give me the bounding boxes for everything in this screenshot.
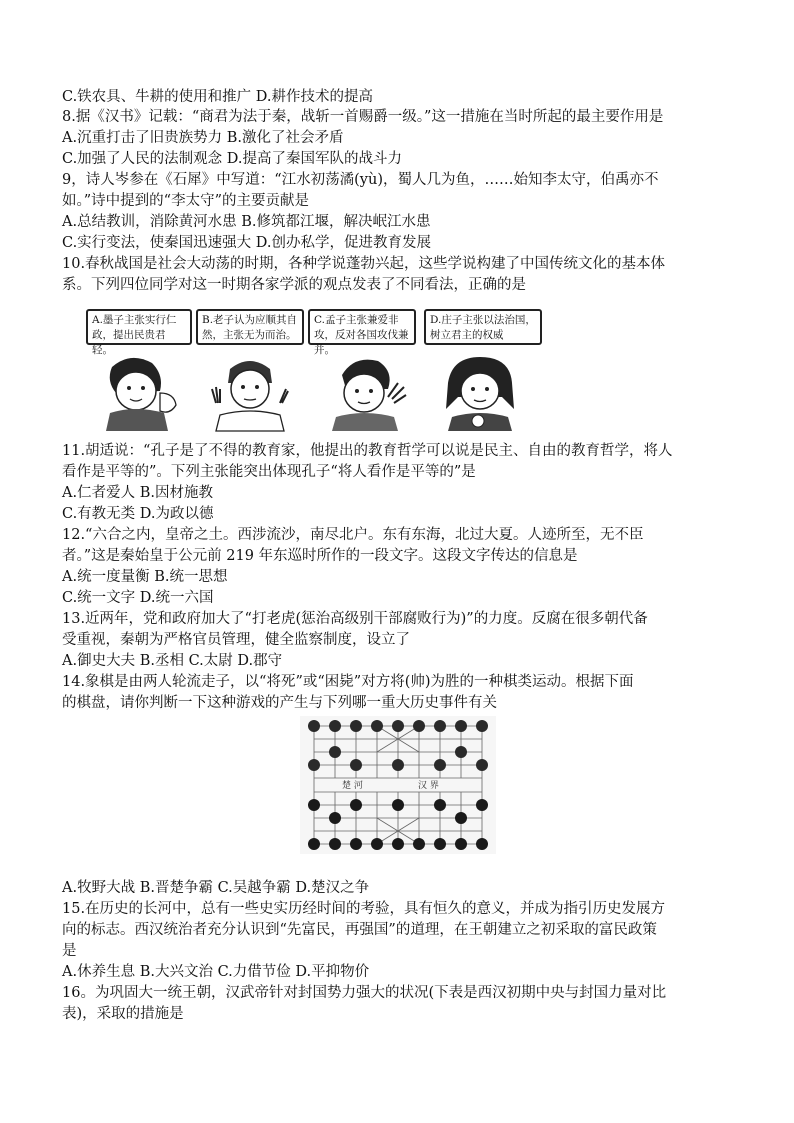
q13-stem-line2: 受重视，秦朝为严格官员管理，健全监察制度，设立了 bbox=[62, 632, 410, 648]
q9-options-cd: C.实行变法，使秦国迅速强大 D.创办私学，促进教育发展 bbox=[62, 235, 432, 251]
q16-stem-line2: 表)，采取的措施是 bbox=[62, 1006, 184, 1022]
q7-options-cd: C.铁农具、牛耕的使用和推广 D.耕作技术的提高 bbox=[62, 89, 374, 105]
q15-options: A.休养生息 B.大兴文治 C.力借节俭 D.平抑物价 bbox=[62, 964, 370, 980]
q12-options-cd: C.统一文字 D.统一六国 bbox=[62, 590, 214, 606]
student-c-illustration bbox=[318, 353, 418, 431]
q16-stem-line1: 16。为巩固大一统王朝，汉武帝针对封国势力强大的状况(下表是西汉初期中央与封国力量对比 bbox=[62, 985, 667, 1001]
q13-options: A.御史大夫 B.丞相 C.太尉 D.郡守 bbox=[62, 653, 283, 669]
q11-options-cd: C.有教无类 D.为政以德 bbox=[62, 506, 214, 522]
student-a-illustration bbox=[90, 353, 190, 431]
q11-options-ab: A.仁者爱人 B.因材施教 bbox=[62, 485, 213, 501]
q10-cartoon bbox=[86, 309, 554, 431]
q11-stem-line2: 看作是平等的”。下列主张能突出体现孔子“将人看作是平等的”是 bbox=[62, 464, 476, 480]
speech-bubble-d: D.庄子主张以法治国，树立君主的权威 bbox=[424, 309, 542, 345]
q8-options-ab: A.沉重打击了旧贵族势力 B.激化了社会矛盾 bbox=[62, 130, 344, 146]
q15-stem-line1: 15.在历史的长河中，总有一些史实历经时间的考验，具有恒久的意义，并成为指引历史发展方 bbox=[62, 901, 666, 917]
q15-stem-line3: 是 bbox=[62, 943, 77, 959]
speech-bubble-a: A.墨子主张实行仁政，提出民贵君轻。 bbox=[86, 309, 192, 345]
speech-bubble-b: B.老子认为应顺其自然，主张无为而治。 bbox=[196, 309, 304, 345]
q8-options-cd: C.加强了人民的法制观念 D.提高了秦国军队的战斗力 bbox=[62, 151, 403, 167]
q10-stem-line2: 系。下列四位同学对这一时期各家学派的观点发表了不同看法，正确的是 bbox=[62, 277, 526, 293]
q13-stem-line1: 13.近两年，党和政府加大了“打老虎(惩治高级别干部腐败行为)”的力度。反腐在很多朝代备 bbox=[62, 611, 648, 627]
q14-stem-line2: 的棋盘，请你判断一下这种游戏的产生与下列哪一重大历史事件有关 bbox=[62, 695, 497, 711]
q12-stem-line2: 者。”这是秦始皇于公元前 219 年东巡时所作的一段文字。这段文字传达的信息是 bbox=[62, 548, 578, 564]
river-label-han-jie: 汉 界 bbox=[418, 781, 439, 791]
student-d-illustration bbox=[432, 353, 532, 431]
q11-stem-line1: 11.胡适说：“孔子是了不得的教育家，他提出的教育哲学可以说是民主、自由的教育哲学，将人 bbox=[62, 443, 673, 459]
student-b-illustration bbox=[202, 353, 302, 431]
q10-stem-line1: 10.春秋战国是社会大动荡的时期，各种学说蓬勃兴起，这些学说构建了中国传统文化的基本体 bbox=[62, 256, 666, 272]
q14-options: A.牧野大战 B.晋楚争霸 C.吴越争霸 D.楚汉之争 bbox=[62, 880, 370, 896]
q15-stem-line2: 向的标志。西汉统治者充分认识到“先富民，再强国”的道理，在王朝建立之初采取的富民政策 bbox=[62, 922, 657, 938]
river-label-chu-he: 楚 河 bbox=[342, 781, 363, 791]
q9-stem-line1: 9，诗人岑参在《石犀》中写道：“江水初荡潏(yù)，蜀人几为鱼，……始知李太守，伯禹亦不 bbox=[62, 172, 659, 188]
speech-bubble-c: C.孟子主张兼爱非攻，反对各国攻伐兼并。 bbox=[308, 309, 416, 345]
q12-options-ab: A.统一度量衡 B.统一思想 bbox=[62, 569, 228, 585]
q9-options-ab: A.总结教训，消除黄河水患 B.修筑都江堰，解决岷江水患 bbox=[62, 214, 431, 230]
q12-stem-line1: 12.“六合之内，皇帝之土。西涉流沙，南尽北户。东有东海，北过大夏。人迹所至，无不臣 bbox=[62, 527, 644, 543]
q14-stem-line1: 14.象棋是由两人轮流走子，以“将死”或“困毙”对方将(帅)为胜的一种棋类运动。根据下面 bbox=[62, 674, 634, 690]
q9-stem-line2: 如。”诗中提到的“李太守”的主要贡献是 bbox=[62, 193, 309, 209]
q8-stem: 8.据《汉书》记载：“商君为法于秦，战斩一首赐爵一级。”这一措施在当时所起的最主要作用是 bbox=[62, 109, 664, 125]
xiangqi-board-image bbox=[300, 716, 496, 854]
